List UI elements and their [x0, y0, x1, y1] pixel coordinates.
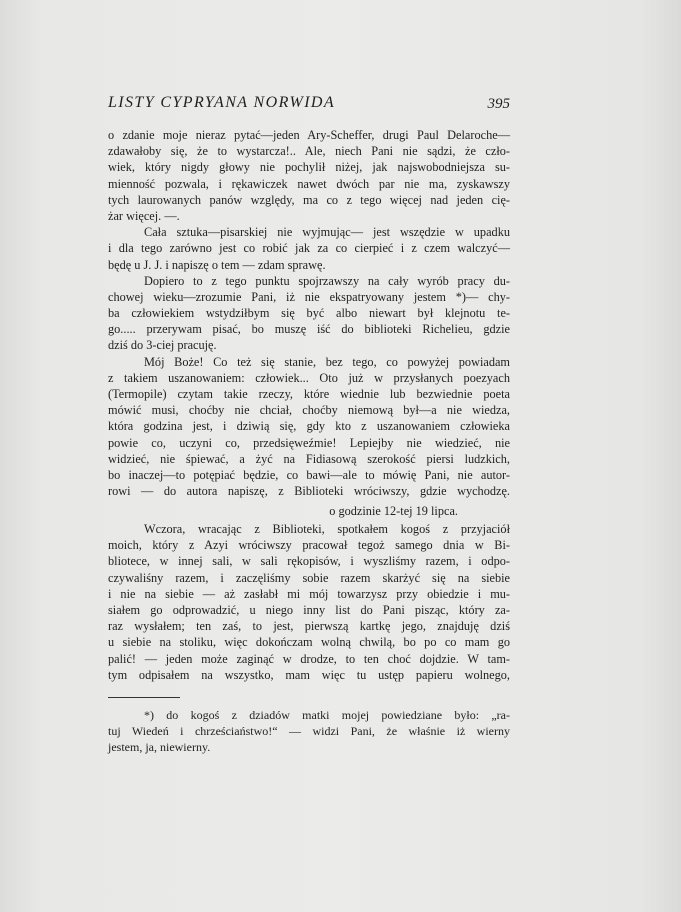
text-line: (Termopile) czytam takie rzeczy, które wiednie lub bezwiednie poeta [108, 387, 510, 401]
running-title: LISTY CYPRYANA NORWIDA [108, 94, 336, 111]
text-line: moich, który z Azyi wróciwszy pracował tegoż samego dnia w Bi- [108, 538, 510, 553]
text-line: siałem go odprowadzić, u niego inny list do Pani pisząc, który za- [108, 602, 510, 617]
text-line: i nie na siebie — aż zasłabł mi mój towarzysz przy obiedzie i mu- [108, 586, 510, 601]
text-line: Cała sztuka—pisarskiej nie wyjmując— jest wszędzie w upadku [144, 225, 510, 240]
text-line: widzieć, nie śpiewać, a żyć na Fidiasową szerokość piersi ludzkich, [108, 451, 510, 466]
text-line: Dopiero to z tego punktu spojrzawszy na cały wyrób pracy du- [144, 273, 510, 288]
main-text-continued [108, 521, 510, 683]
text-line: rowi — do autora napiszę, z Biblioteki wróciwszy, gdzie wychodzę. [108, 484, 510, 499]
footnote-line: jestem, ja, niewierny. [108, 740, 211, 755]
text-line: bo inaczej—to potępiać będzie, co bawi—ale to mówię Pani, nie autor- [108, 467, 510, 482]
text-line: ba człowiekiem wstydziłbym się być albo niewart był klejnotu te- [108, 306, 510, 321]
text-line: tym odpisałem na wszystko, mam więc tu ustęp papieru wolnego, [108, 667, 510, 682]
text-line: Wczora, wracając z Biblioteki, spotkałem kogoś z przyjaciół [144, 522, 510, 536]
text-line: palić! — jeden może zaginąć w drodze, to ten choć dojdzie. W tam- [108, 651, 510, 666]
text-line: z takiem uszanowaniem: człowiek... Oto już w przysłanych poezyach [108, 370, 510, 385]
text-line: wiek, który nigdy głowy nie pochylił niżej, jak najswobodniejsza su- [108, 160, 510, 175]
text-line: mienność pozwala, i rękawiczek nawet dwóch par nie ma, zyskawszy [108, 176, 510, 191]
text-line: żar więcej. —. [108, 208, 180, 223]
text-line: bliotece, w innej sali, w sali rękopisów, i wyszliśmy razem, i odpo- [108, 554, 510, 569]
footnote [108, 707, 510, 756]
text-line: zdawałoby się, że to wystarcza!.. Ale, niech Pani nie sądzi, że czło- [108, 144, 510, 159]
main-text [108, 127, 510, 499]
date-heading: o godzinie 12-tej 19 lipca. [329, 504, 458, 518]
text-line: będę u J. J. i napiszę o tem — zdam sprawę. [108, 257, 326, 272]
text-line: go..... przerywam pisać, bo muszę iść do biblioteki Richelieu, gdzie [108, 322, 510, 337]
text-line: powie co, uczyni co, przedsięweźmie! Lepiejby nie wiedzieć, nie [108, 435, 510, 450]
text-line: mówić musi, choćby nie chciał, choćby niemową był—a nie wiedza, [108, 403, 510, 418]
page-header [108, 94, 510, 118]
text-line: tych laurowanych panów względy, ma co z tego więcej nad jeden cię- [108, 192, 510, 207]
text-line: Mój Boże! Co też się stanie, bez tego, co powyżej powiadam [144, 354, 510, 369]
footnote-divider [108, 697, 180, 698]
text-line: dziś do 3-ciej pracuję. [108, 338, 217, 353]
text-line: czywaliśny razem, i zaczęliśmy sobie razem skarżyć się na siebie [108, 570, 510, 585]
text-line: która godzina jest, i dziwią się, gdy kto z uszanowaniem człowieka [108, 419, 510, 434]
footnote-line: *) do kogoś z dziadów matki mojej powiedziane było: „ra- [144, 708, 510, 722]
text-line: i dla tego zarówno jest co robić jak za co cierpieć i z czem walczyć— [108, 241, 510, 256]
text-line: u siebie na stoliku, więc dokończam wolną chwilą, bo po co mam go [108, 635, 510, 650]
text-line: chowej wieku—zrozumie Pani, iż nie ekspatryowany jestem *)— chy- [108, 289, 510, 304]
page-number: 395 [487, 96, 510, 112]
footnote-line: tuj Wiedeń i chrześciaństwo!“ — widzi Pani, że właśnie iż wierny [108, 724, 510, 739]
text-line: o zdanie moje nieraz pytać—jeden Ary-Scheffer, drugi Paul Delaroche— [108, 128, 510, 142]
text-line: raz wysłałem; ten zaś, to jest, pierwszą kartkę jego, znajduję dziś [108, 619, 510, 634]
